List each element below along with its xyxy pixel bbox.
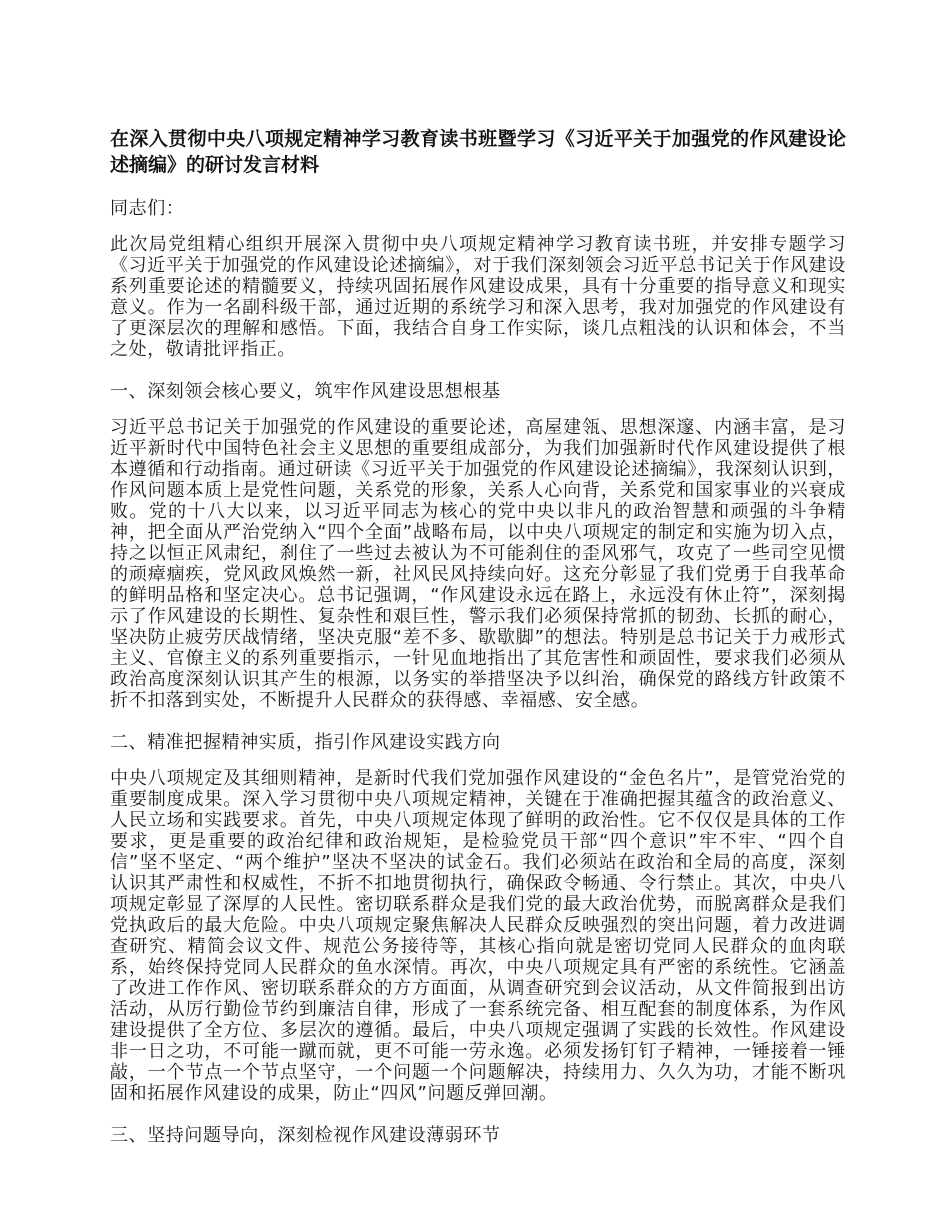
document-body (110, 198, 846, 1146)
section-heading-2: 二、精准把握精神实质，指引作风建设实践方向 (110, 732, 501, 753)
section-heading-1: 一、深刻领会核心要义，筑牢作风建设思想根基 (110, 381, 501, 402)
section-heading-3: 三、坚持问题导向，深刻检视作风建设薄弱环节 (110, 1125, 501, 1146)
salutation: 同志们： (110, 198, 185, 219)
section-2-paragraph: 中央八项规定及其细则精神，是新时代我们党加强作风建设的“金色名片”，是管党治党的重要制度成果。深入学习贯彻中央八项规定精神，关键在于准确把握其蕴含的政治意义、人民立场和实践要求。首先，中央八项规定体现了鲜明的政治性。它不仅仅是具体的工作要求，更是重要的政治纪律和政治规矩，是检验党员干部“四个意识”牢不牢、“四个自信”坚不坚定、“两个维护”坚决不坚决的试金石。我们必须站在政治和全局的高度，深刻认识其严肃性和权威性，不折不扣地贯彻执行，确保政令畅通、令行禁止。其次，中央八项规定彰显了深厚的人民性。密切联系群众是我们党的最大政治优势，而脱离群众是我们党执政后的最大危险。中央八项规定聚焦解决人民群众反映强烈的突出问题，着力改进调查研究、精简会议文件、规范公务接待等，其核心指向就是密切党同人民群众的血肉联系，始终保持党同人民群众的鱼水深情。再次，中央八项规定具有严密的系统性。它涵盖了改进工作作风、密切联系群众的方方面面，从调查研究到会议活动，从文件简报到出访活动，从厉行勤俭节约到廉洁自律，形成了一套系统完备、相互配套的制度体系，为作风建设提供了全方位、多层次的遵循。最后，中央八项规定强调了实践的长效性。作风建设非一日之功，不可能一蹴而就，更不可能一劳永逸。必须发扬钉钉子精神，一锤接着一锤敲，一个节点一个节点坚守，一个问题一个问题解决，持续用力、久久为功，才能不断巩固和拓展作风建设的成果，防止“四风”问题反弹回潮。 (110, 768, 846, 1104)
document-page (110, 126, 846, 1161)
intro-paragraph: 此次局党组精心组织开展深入贯彻中央八项规定精神学习教育读书班，并安排专题学习《习近平关于加强党的作风建设论述摘编》，对于我们深刻领会习近平总书记关于作风建设系列重要论述的精髓要义，持续巩固拓展作风建设成果，具有十分重要的指导意义和现实意义。作为一名副科级干部，通过近期的系统学习和深入思考，我对加强党的作风建设有了更深层次的理解和感悟。下面，我结合自身工作实际，谈几点粗浅的认识和体会，不当之处，敬请批评指正。 (110, 234, 846, 360)
section-1-paragraph: 习近平总书记关于加强党的作风建设的重要论述，高屋建瓴、思想深邃、内涵丰富，是习近平新时代中国特色社会主义思想的重要组成部分，为我们加强新时代作风建设提供了根本遵循和行动指南。通过研读《习近平关于加强党的作风建设论述摘编》，我深刻认识到，作风问题本质上是党性问题，关系党的形象，关系人心向背，关系党和国家事业的兴衰成败。党的十八大以来，以习近平同志为核心的党中央以非凡的政治智慧和顽强的斗争精神，把全面从严治党纳入“四个全面”战略布局，以中央八项规定的制定和实施为切入点，持之以恒正风肃纪，刹住了一些过去被认为不可能刹住的歪风邪气，攻克了一些司空见惯的顽瘴痼疾，党风政风焕然一新，社风民风持续向好。这充分彰显了我们党勇于自我革命的鲜明品格和坚定决心。总书记强调，“作风建设永远在路上，永远没有休止符”，深刻揭示了作风建设的长期性、复杂性和艰巨性，警示我们必须保持常抓的韧劲、长抓的耐心，坚决防止疲劳厌战情绪，坚决克服“差不多、歇歇脚”的想法。特别是总书记关于力戒形式主义、官僚主义的系列重要指示，一针见血地指出了其危害性和顽固性，要求我们必须从政治高度深刻认识其产生的根源，以务实的举措坚决予以纠治，确保党的路线方针政策不折不扣落到实处，不断提升人民群众的获得感、幸福感、安全感。 (110, 417, 846, 711)
document-title: 在深入贯彻中央八项规定精神学习教育读书班暨学习《习近平关于加强党的作风建设论述摘编》的研讨发言材料 (110, 128, 846, 176)
